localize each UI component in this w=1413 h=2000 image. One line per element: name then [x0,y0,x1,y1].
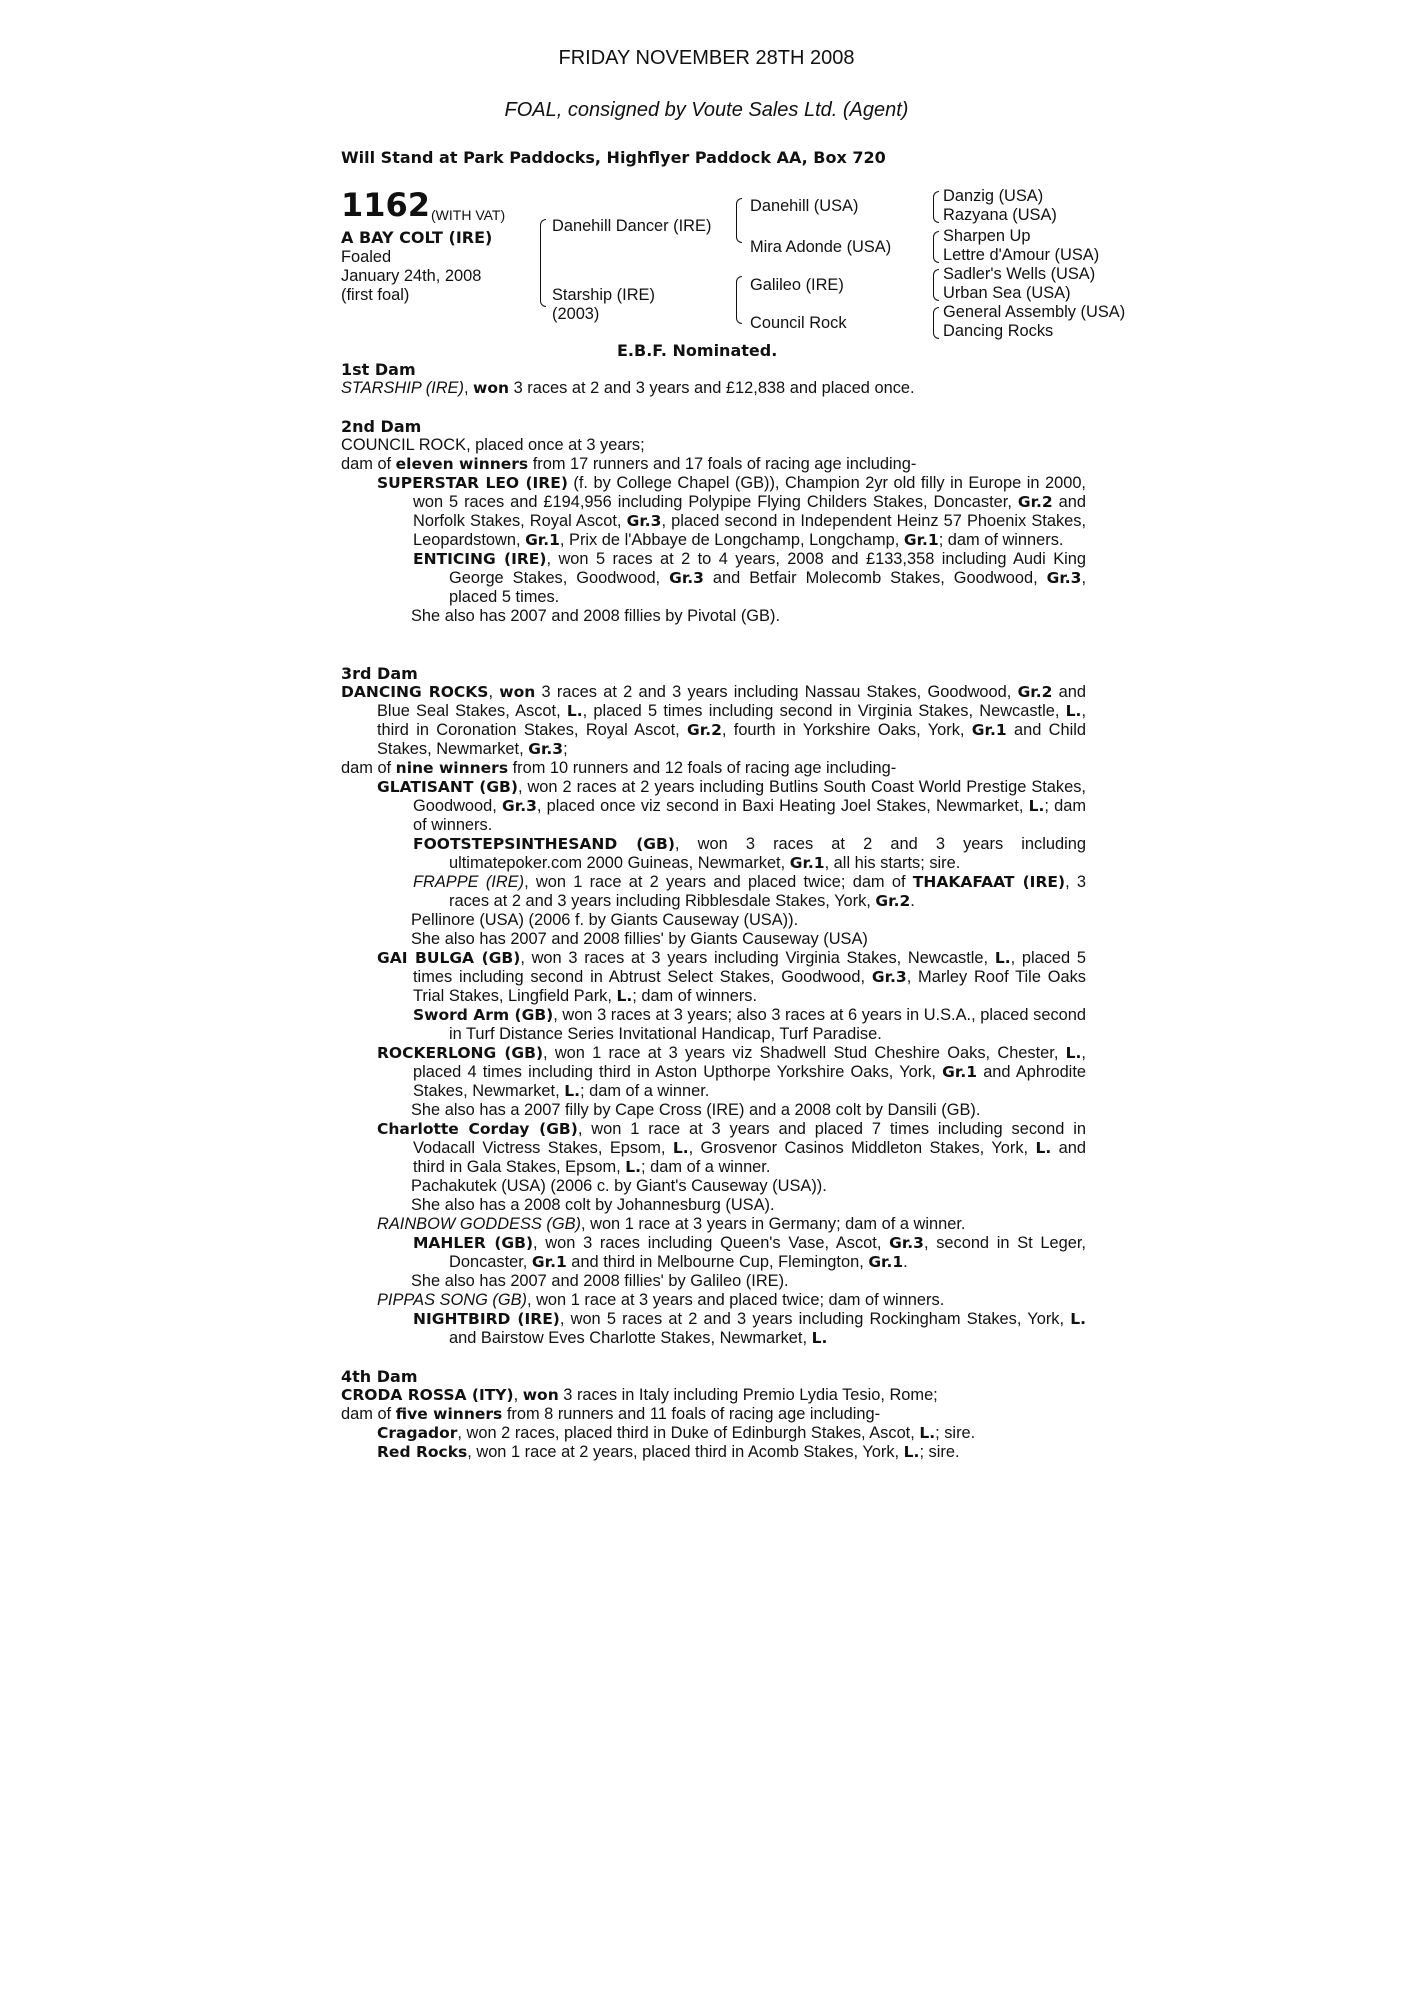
sire-dam: Mira Adonde (USA) [750,238,892,256]
horse-name: ENTICING (IRE) [413,550,547,568]
section-heading: 3rd Dam [341,664,418,683]
progeny-entry: Sword Arm (GB), won 3 races at 3 years; also 3 races at 6 years in U.S.A., placed second in Turf Distance Series Invitational Handicap, Turf Paradise. [413,1006,1086,1043]
horse-name: STARSHIP (IRE) [341,379,464,397]
progeny-entry: PIPPAS SONG (GB), won 1 race at 3 years and placed twice; dam of winners. [377,1291,945,1309]
ancestor: Danzig (USA) [943,187,1044,205]
consignor-line: FOAL, consigned by Voute Sales Ltd. (Agent) [504,99,909,121]
third-dam-section: 3rd Dam DANCING ROCKS, won 3 races at 2 and 3 years including Nassau Stakes, Goodwood, Gr.2 and Blue Seal Stakes, Ascot, L., placed 5 times including second in Virginia Stakes, Newcastle, L., third in Coronation Stakes, Royal Ascot, Gr.2, fourth in Yorkshire Oaks, York, Gr.1 and Child Stakes, Newmarket, Gr.3; dam of nine winners from 10 runners and 12 foals of racing age including- GLATISANT (GB), won 2 races at 2 years including Butlins South Coast World Prestige Stakes, Goodwood, Gr.3, placed once viz second in Baxi Heating Joel Stakes, Newmarket, L.; dam of winners. FOOTSTEPSINTHESAND (GB), won 3 races at 2 and 3 years including ultimatepoker.com 2000 Guineas, Newmarket, Gr.1, all his starts; sire. FRAPPE (IRE), won 1 race at 2 years and placed twice; dam of THAKAFAAT (IRE), 3 races at 2 and 3 years including Ribblesdale Stakes, York, Gr.2. Pellinore (USA) (2006 f. by Giants Causeway (USA)). She also has 2007 and 2008 fillies' by Giants Causeway (USA) GAI BULGA (GB), won 3 races at 3 years including Virginia Stakes, Newcastle, L., placed 5 times including second in Abtrust Select Stakes, Goodwood, Gr.3, Marley Roof Tile Oaks Trial Stakes, Lingfield Park, L.; dam of winners. Sword Arm (GB), won 3 races at 3 years; also 3 races at 6 years in U.S.A., placed second in Turf Distance Series Invitational Handicap, Turf Paradise. ROCKERLONG (GB), won 1 race at 3 years viz Shadwell Stud Cheshire Oaks, Chester, L., placed 4 times including third in Aston Upthorpe Yorkshire Oaks, York, Gr.1 and Aphrodite Stakes, Newmarket, L.; dam of a winner. She also has a 2007 filly by Cape Cross (IRE) and a 2008 colt by Dansili (GB). Charlotte Corday (GB), won 1 race at 3 years and placed 7 times including second in Vodacall Victress Stakes, Epsom, L., Grosvenor Casinos Middleton Stakes, York, L. and third in Gala Stakes, Epsom, L.; dam of a winner. Pachakutek (USA) (2006 c. by Giant's Causeway (USA)). She also has a 2008 colt by Johannesburg (USA). RAINBOW GODDESS (GB), won 1 race at 3 years in Germany; dam of a winner. MAHLER (GB), won 3 races including Queen's Vase, Ascot, Gr.3, second in St Leger, Doncaster, Gr.1 and third in Melbourne Cup, Flemington, Gr.1. She also has 2007 and 2008 fillies' by Galileo (IRE). PIPPAS SONG (GB), won 1 race at 3 years and placed twice; dam of winners. NIGHTBIRD (IRE), won 5 races at 2 and 3 years including Rockingham Stakes, York, L. and Bairstow Eves Charlotte Stakes, Newmarket, L. [341,664,1087,1347]
horse-name: FRAPPE (IRE) [413,873,525,891]
dam: Starship (IRE) [552,286,655,304]
progeny-entry: Red Rocks, won 1 race at 2 years, placed third in Acomb Stakes, York, L.; sire. [377,1443,960,1461]
ancestor: Urban Sea (USA) [943,284,1071,302]
horse-name: RAINBOW GODDESS (GB) [377,1215,581,1233]
horse-name: ROCKERLONG (GB) [377,1044,544,1062]
progeny-entry: SUPERSTAR LEO (IRE) (f. by College Chapel (GB)), Champion 2yr old filly in Europe in 2000, won 5 races and £194,956 including Polypipe Flying Childers Stakes, Doncaster, Gr.2 and Norfolk Stakes, Royal Ascot, Gr.3, placed second in Independent Heinz 57 Phoenix Stakes, Leopardstown, Gr.1, Prix de l'Abbaye de Longchamp, Longchamp, Gr.1; dam of winners. [377,474,1087,549]
horse-name: CRODA ROSSA (ITY) [341,1386,514,1404]
horse-name: FOOTSTEPSINTHESAND (GB) [413,835,675,853]
pedigree-brace [933,231,939,263]
lot-number: 1162 [341,186,431,224]
pedigree-brace [933,191,939,223]
pedigree-brace [736,276,742,324]
progeny-entry: GLATISANT (GB), won 2 races at 2 years including Butlins South Coast World Prestige Stakes, Goodwood, Gr.3, placed once viz second in Baxi Heating Joel Stakes, Newmarket, L.; dam of winners. [377,778,1086,834]
horse-name: Charlotte Corday (GB) [377,1120,578,1138]
ancestor: Sadler's Wells (USA) [943,265,1096,283]
progeny-entry: Cragador, won 2 races, placed third in Duke of Edinburgh Stakes, Ascot, L.; sire. [377,1424,976,1442]
progeny-entry: ENTICING (IRE), won 5 races at 2 to 4 years, 2008 and £133,358 including Audi King George Stakes, Goodwood, Gr.3 and Betfair Molecomb Stakes, Goodwood, Gr.3, placed 5 times. [413,550,1086,606]
pedigree-brace [933,307,939,339]
ancestor: Dancing Rocks [943,322,1054,340]
lot-name: A BAY COLT (IRE) [341,228,493,247]
horse-name: THAKAFAAT (IRE) [912,873,1066,891]
progeny-entry: RAINBOW GODDESS (GB), won 1 race at 3 years in Germany; dam of a winner. [377,1215,966,1233]
horse-name: GLATISANT (GB) [377,778,518,796]
ancestor: Lettre d'Amour (USA) [943,246,1100,264]
foal-date: January 24th, 2008 [341,267,482,285]
foaled-label: Foaled [341,248,392,266]
dam-year: (2003) [552,305,600,323]
section-heading: 2nd Dam [341,417,422,436]
lot-vat: (WITH VAT) [431,207,506,223]
first-dam-section: 1st Dam STARSHIP (IRE), won 3 races at 2 and 3 years and £12,838 and placed once. [341,360,1086,398]
sire-sire: Danehill (USA) [750,197,859,215]
ancestor: Sharpen Up [943,227,1031,245]
sire: Danehill Dancer (IRE) [552,217,712,235]
ancestor: Razyana (USA) [943,206,1057,224]
section-heading: 1st Dam [341,360,416,379]
foal-note: (first foal) [341,286,410,304]
ancestor: General Assembly (USA) [943,303,1126,321]
progeny-entry: NIGHTBIRD (IRE), won 5 races at 2 and 3 years including Rockingham Stakes, York, L. and Bairstow Eves Charlotte Stakes, Newmarket, L. [413,1310,1086,1347]
horse-name: Cragador [377,1424,458,1442]
horse-name: Red Rocks [377,1443,468,1461]
dam-dam: Council Rock [750,314,847,332]
horse-name: DANCING ROCKS [341,683,489,701]
progeny-entry: Charlotte Corday (GB), won 1 race at 3 years and placed 7 times including second in Vodacall Victress Stakes, Epsom, L., Grosvenor Casinos Middleton Stakes, York, L. and third in Gala Stakes, Epsom, L.; dam of a winner. [377,1120,1087,1176]
progeny-entry: FOOTSTEPSINTHESAND (GB), won 3 races at 2 and 3 years including ultimatepoker.com 2000 Guineas, Newmarket, Gr.1, all his starts; sire. [413,835,1086,872]
horse-name: PIPPAS SONG (GB) [377,1291,527,1309]
section-heading: 4th Dam [341,1367,418,1386]
progeny-entry: ROCKERLONG (GB), won 1 race at 3 years viz Shadwell Stud Cheshire Oaks, Chester, L., placed 4 times including third in Aston Upthorpe Yorkshire Oaks, York, Gr.1 and Aphrodite Stakes, Newmarket, L.; dam of a winner. [377,1044,1086,1100]
horse-name: SUPERSTAR LEO (IRE) [377,474,568,492]
pedigree-brace [736,198,742,243]
horse-name: NIGHTBIRD (IRE) [413,1310,560,1328]
stand-location: Will Stand at Park Paddocks, Highflyer Paddock AA, Box 720 [341,148,886,167]
progeny-entry: MAHLER (GB), won 3 races including Queen's Vase, Ascot, Gr.3, second in St Leger, Doncaster, Gr.1 and third in Melbourne Cup, Flemington, Gr.1. [413,1234,1086,1271]
pedigree-brace [540,219,546,307]
pedigree-brace [933,269,939,301]
progeny-entry: FRAPPE (IRE), won 1 race at 2 years and placed twice; dam of THAKAFAAT (IRE), 3 races at 2 and 3 years including Ribblesdale Stakes, York, Gr.2. [413,873,1086,910]
horse-name: Sword Arm (GB) [413,1006,554,1024]
horse-name: GAI BULGA (GB) [377,949,521,967]
horse-name: MAHLER (GB) [413,1234,534,1252]
progeny-entry: GAI BULGA (GB), won 3 races at 3 years including Virginia Stakes, Newcastle, L., placed 5 times including second in Abtrust Select Stakes, Goodwood, Gr.3, Marley Roof Tile Oaks Trial Stakes, Lingfield Park, L.; dam of winners. [377,949,1086,1005]
fourth-dam-section: 4th Dam CRODA ROSSA (ITY), won 3 races in Italy including Premio Lydia Tesio, Rome; dam of five winners from 8 runners and 11 foals of racing age including- Cragador, won 2 races, placed third in Duke of Edinburgh Stakes, Ascot, L.; sire. Red Rocks, won 1 race at 2 years, placed third in Acomb Stakes, York, L.; sire. [341,1367,1086,1462]
second-dam-section: 2nd Dam COUNCIL ROCK, placed once at 3 years; dam of eleven winners from 17 runners and 17 foals of racing age including- SUPERSTAR LEO (IRE) (f. by College Chapel (GB)), Champion 2yr old filly in Europe in 2000, won 5 races and £194,956 including Polypipe Flying Childers Stakes, Doncaster, Gr.2 and Norfolk Stakes, Royal Ascot, Gr.3, placed second in Independent Heinz 57 Phoenix Stakes, Leopardstown, Gr.1, Prix de l'Abbaye de Longchamp, Longchamp, Gr.1; dam of winners. ENTICING (IRE), won 5 races at 2 to 4 years, 2008 and £133,358 including Audi King George Stakes, Goodwood, Gr.3 and Betfair Molecomb Stakes, Goodwood, Gr.3, placed 5 times. She also has 2007 and 2008 fillies by Pivotal (GB). [341,417,1087,625]
ebf-nominated: E.B.F. Nominated. [617,341,778,360]
sale-date: FRIDAY NOVEMBER 28TH 2008 [558,47,855,69]
dam-sire: Galileo (IRE) [750,276,844,294]
